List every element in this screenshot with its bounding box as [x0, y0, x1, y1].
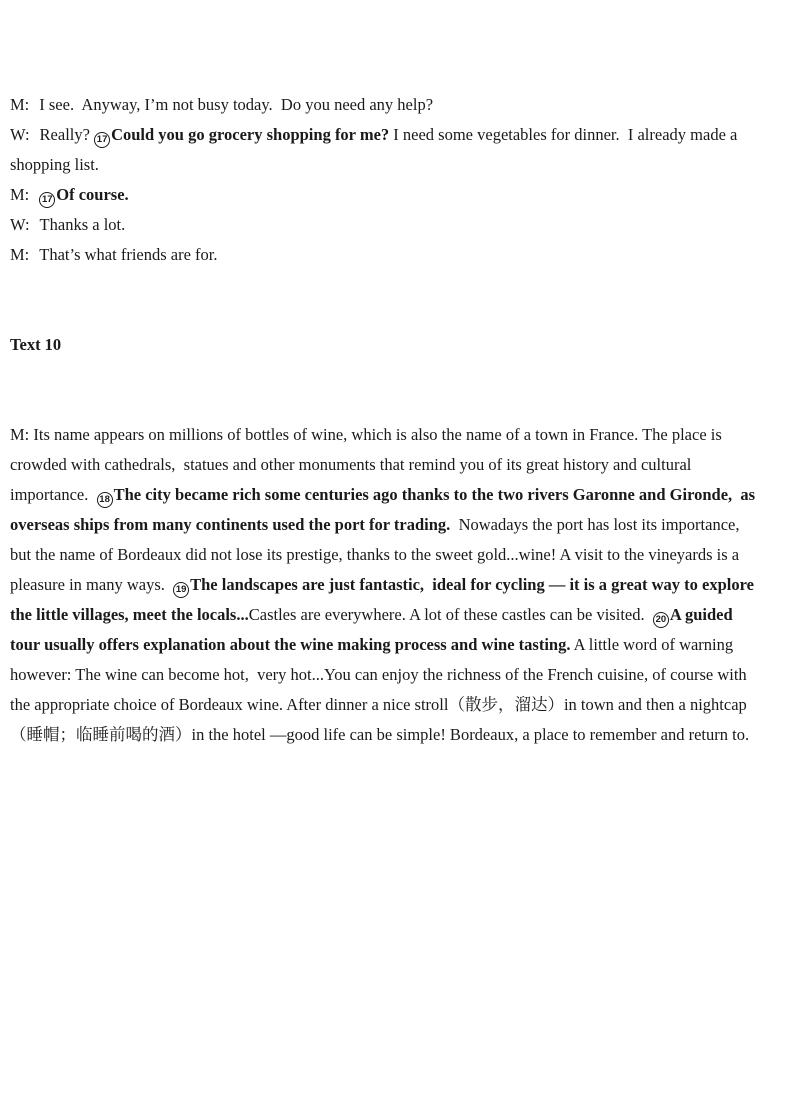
circled-number-17: 17 [39, 192, 55, 208]
answer-bold-run: Could you go grocery shopping for me? [111, 125, 390, 144]
speaker-label: W: [10, 125, 30, 144]
circled-number-17: 17 [94, 132, 110, 148]
section-title: Text 10 [10, 335, 62, 354]
dialogue-line [10, 180, 756, 210]
text-run: M: Its name appears on millions of bottles of wine, which is also the name of a town in France. The place is crowded with cathedrals, statues and other monuments that remind you of its great history and cultural importance. [10, 425, 726, 504]
text-run: That’s what friends are for. [39, 245, 218, 264]
circled-number-20: 20 [653, 612, 669, 628]
answer-bold-run: The city became rich some centuries ago thanks to the two rivers Garonne and Gironde, as overseas ships from many continents used the port for trading. [10, 485, 760, 534]
circled-number-18: 18 [97, 492, 113, 508]
dialogue-section [10, 90, 756, 270]
answer-bold-run: Of course. [56, 185, 129, 204]
text-run: Nowadays the port has lost its importance, but the name of Bordeaux did not lose its prestige, thanks to the sweet gold...wine! A visit to the vineyards is a pleasure in many ways. [10, 515, 748, 594]
answer-bold-run: The landscapes are just fantastic, ideal for cycling — it is a great way to explore the little villages, meet the locals... [10, 575, 759, 624]
text-run: I need some vegetables for dinner. I already made a shopping list. [10, 125, 742, 174]
dialogue-line [10, 120, 756, 180]
circled-number-19: 19 [173, 582, 189, 598]
dialogue-line [10, 240, 756, 270]
text-run: I see. Anyway, I’m not busy today. Do you need any help? [39, 95, 434, 114]
speaker-label: M: [10, 185, 30, 204]
speaker-label: M: [10, 95, 30, 114]
speaker-label: M: [10, 245, 30, 264]
speaker-label: W: [10, 215, 30, 234]
text-run: Thanks a lot. [39, 215, 126, 234]
dialogue-line [10, 210, 756, 240]
text-run: A little word of warning however: The wine can become hot, very hot...You can enjoy the richness of the French cuisine, of course with the appropriate choice of Bordeaux wine. After dinner a nice stroll（散步，溜达）in town and then a nightcap（睡帽；临睡前喝的酒）in the hotel —good life can be simple! Bordeaux, a place to remember and return to. [10, 635, 751, 744]
dialogue-line [10, 90, 756, 120]
passage-paragraph [10, 420, 760, 750]
text-run: Castles are everywhere. A lot of these castles can be visited. [248, 605, 653, 624]
answer-bold-run: A guided tour usually offers explanation about the wine making process and wine tasting. [10, 605, 737, 654]
text-run: Really? [39, 125, 95, 144]
